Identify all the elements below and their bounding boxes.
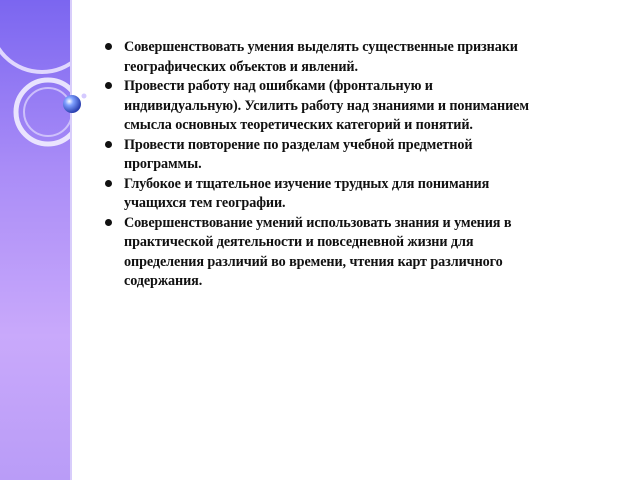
- bullet-item: Совершенствование умений использовать знания и умения в практической деятельности и повседневной жизни для определения различий во времени, чтения карт различного содержания.: [104, 214, 544, 292]
- bullet-dot-icon: [105, 219, 112, 226]
- bullet-dot-icon: [105, 180, 112, 187]
- orb-icon: [0, 0, 110, 140]
- bullet-list: [104, 38, 544, 292]
- bullet-dot-icon: [105, 82, 112, 89]
- bullet-dot-icon: [105, 141, 112, 148]
- bullet-item: Совершенствовать умения выделять существенные признаки географических объектов и явлений.: [104, 38, 544, 77]
- bullet-item: Провести работу над ошибками (фронтальную и индивидуальную). Усилить работу над знаниями и пониманием смысла основных теоретических категорий и понятий.: [104, 77, 544, 136]
- slide-content: [104, 38, 544, 292]
- bullet-item: Провести повторение по разделам учебной предметной программы.: [104, 136, 544, 175]
- bullet-dot-icon: [105, 43, 112, 50]
- bullet-item: Глубокое и тщательное изучение трудных для понимания учащихся тем географии.: [104, 175, 544, 214]
